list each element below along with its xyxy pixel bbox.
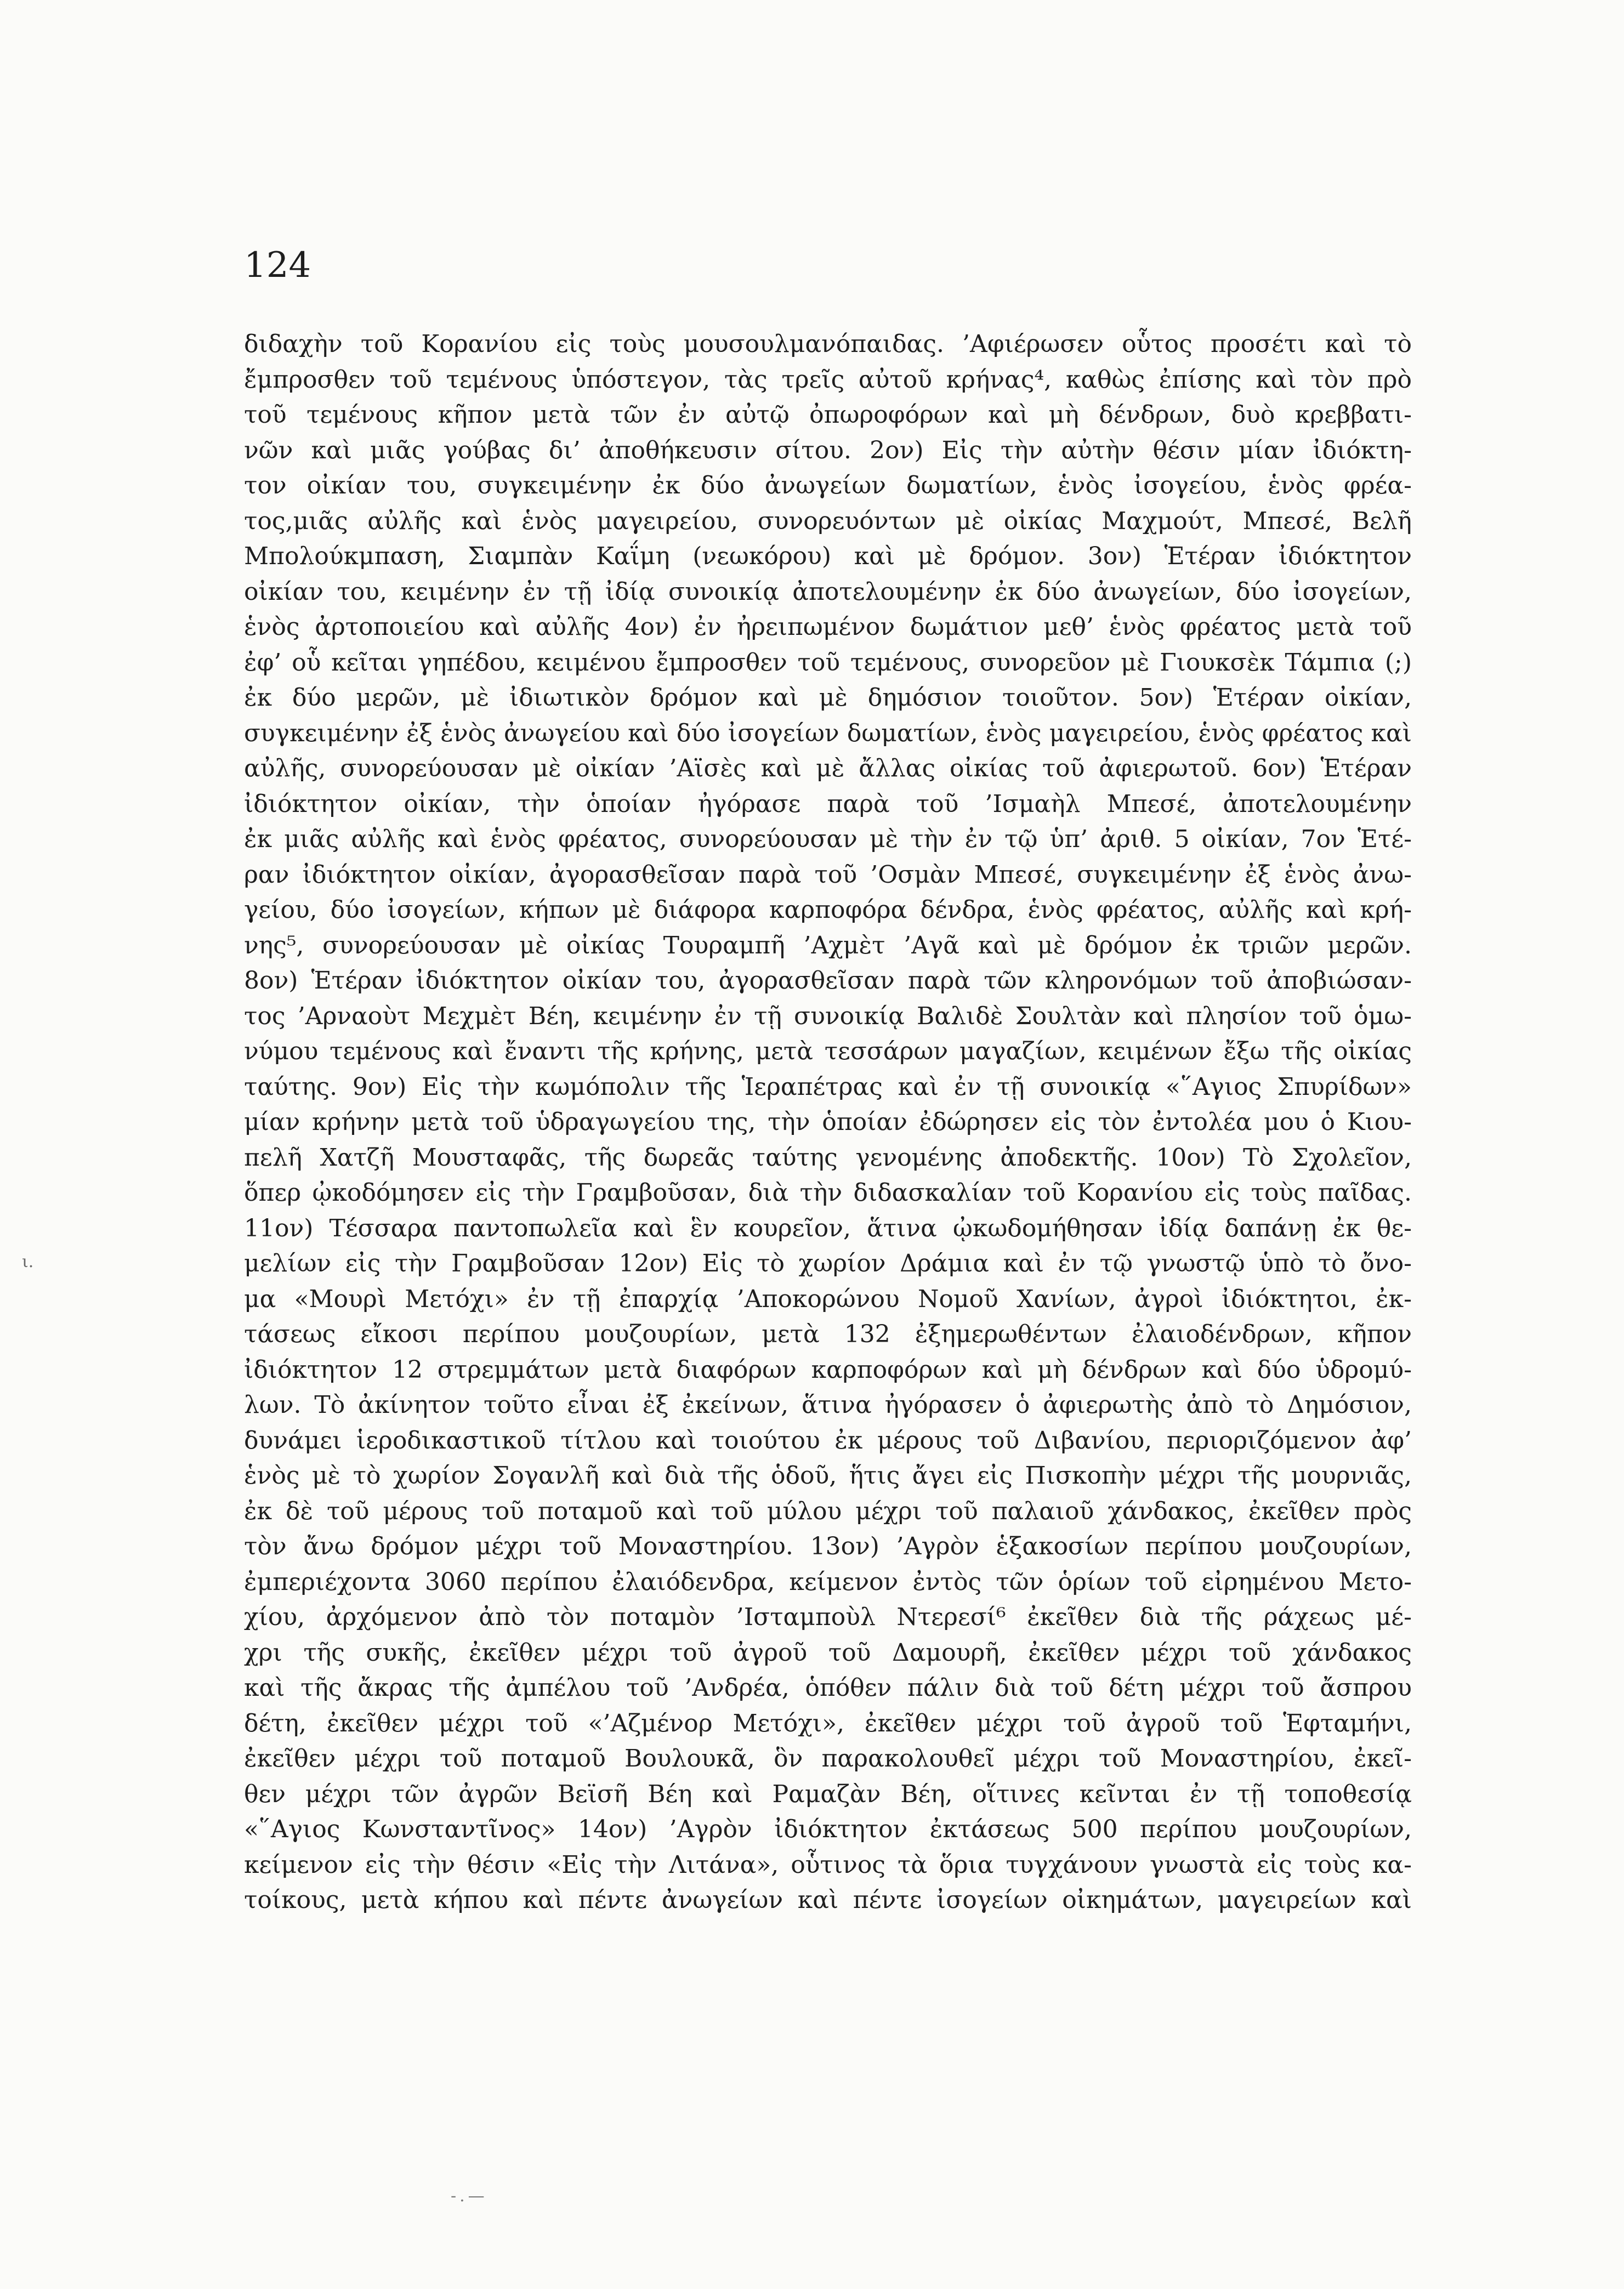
text-line: γείου, δύο ἰσογείων, κήπων μὲ διάφορα καρποφόρα δένδρα, ἑνὸς φρέατος, αὐλῆς καὶ κρή- — [244, 896, 1412, 924]
text-line: ἐκ δύο μερῶν, μὲ ἰδιωτικὸν δρόμον καὶ μὲ δημόσιον τοιοῦτον. 5ον) Ἑτέραν οἰκίαν, — [244, 684, 1412, 712]
text-line: ἐκ δὲ τοῦ μέρους τοῦ ποταμοῦ καὶ τοῦ μύλου μέχρι τοῦ παλαιοῦ χάνδακος, ἐκεῖθεν πρὸς — [244, 1497, 1412, 1525]
text-line: ἐκεῖθεν μέχρι τοῦ ποταμοῦ Βουλουκᾶ, ὃν παρακολουθεῖ μέχρι τοῦ Μοναστηρίου, ἐκεῖ- — [244, 1745, 1412, 1773]
text-line: μα «Μουρὶ Μετόχι» ἐν τῇ ἐπαρχίᾳ ’Αποκορώνου Νομοῦ Χανίων, ἀγροὶ ἰδιόκτητοι, ἐκ- — [244, 1285, 1412, 1313]
text-line: κείμενον εἰς τὴν θέσιν «Εἰς τὴν Λιτάνα», οὗτινος τὰ ὅρια τυγχάνουν γνωστὰ εἰς τοὺς κα- — [244, 1850, 1412, 1879]
text-line: χίου, ἀρχόμενον ἀπὸ τὸν ποταμὸν ’Ισταμποὺλ Ντερεσί⁶ ἐκεῖθεν διὰ τῆς ράχεως μέ- — [244, 1603, 1412, 1631]
text-line: ραν ἰδιόκτητον οἰκίαν, ἀγορασθεῖσαν παρὰ τοῦ ’Οσμὰν Μπεσέ, συγκειμένην ἐξ ἑνὸς ἀνω- — [244, 860, 1412, 889]
text-line: θεν μέχρι τῶν ἀγρῶν Βεϊσῆ Βέη καὶ Ραμαζὰν Βέη, οἵτινες κεῖνται ἐν τῇ τοποθεσίᾳ — [244, 1780, 1412, 1808]
text-line: νύμου τεμένους καὶ ἔναντι τῆς κρήνης, μετὰ τεσσάρων μαγαζίων, κειμένων ἔξω τῆς οἰκίας — [244, 1037, 1412, 1065]
text-line: καὶ τῆς ἄκρας τῆς ἀμπέλου τοῦ ’Ανδρέα, ὁπόθεν πάλιν διὰ τοῦ δέτη μέχρι τοῦ ἄσπρου — [244, 1674, 1412, 1702]
text-line: ἐκ μιᾶς αὐλῆς καὶ ἑνὸς φρέατος, συνορεύουσαν μὲ τὴν ἐν τῷ ὑπ’ ἀριθ. 5 οἰκίαν, 7ον Ἑτέ- — [244, 825, 1412, 853]
text-line: δέτη, ἐκεῖθεν μέχρι τοῦ «’Αζμένορ Μετόχι», ἐκεῖθεν μέχρι τοῦ ἀγροῦ τοῦ Ἑφταμήνι, — [244, 1709, 1412, 1737]
text-line: νης⁵, συνορεύουσαν μὲ οἰκίας Τουραμπῆ ’Αχμὲτ ’Αγᾶ καὶ μὲ δρόμον ἐκ τριῶν μερῶν. — [244, 931, 1412, 959]
text-line: ἐφ’ οὗ κεῖται γηπέδου, κειμένου ἔμπροσθεν τοῦ τεμένους, συνορεῦον μὲ Γιουκσὲκ Τάμπια (;) — [244, 648, 1412, 677]
text-line: νῶν καὶ μιᾶς γούβας δι’ ἀποθήκευσιν σίτου. 2ον) Εἰς τὴν αὐτὴν θέσιν μίαν ἰδιόκτη- — [244, 436, 1412, 464]
text-line: πελῆ Χατζῆ Μουσταφᾶς, τῆς δωρεᾶς ταύτης γενομένης ἀποδεκτῆς. 10ον) Τὸ Σχολεῖον, — [244, 1143, 1412, 1172]
text-line: τοίκους, μετὰ κήπου καὶ πέντε ἀνωγείων καὶ πέντε ἰσογείων οἰκημάτων, μαγειρείων καὶ — [244, 1886, 1412, 1914]
text-line: δυνάμει ἱεροδικαστικοῦ τίτλου καὶ τοιούτου ἐκ μέρους τοῦ Διβανίου, περιοριζόμενον ἀφ’ — [244, 1426, 1412, 1455]
text-line: ἐμπεριέχοντα 3060 περίπου ἐλαιόδενδρα, κείμενον ἐντὸς τῶν ὁρίων τοῦ εἰρημένου Μετο- — [244, 1567, 1412, 1596]
body-text — [244, 327, 1412, 1918]
text-line: διδαχὴν τοῦ Κορανίου εἰς τοὺς μουσουλμανόπαιδας. ’Αφιέρωσεν οὗτος προσέτι καὶ τὸ — [244, 330, 1412, 358]
text-line: μελίων εἰς τὴν Γραμβοῦσαν 12ον) Εἰς τὸ χωρίον Δράμια καὶ ἐν τῷ γνωστῷ ὑπὸ τὸ ὄνο- — [244, 1249, 1412, 1277]
text-line: Μπολούκμπαση, Σιαμπὰν Καΐμη (νεωκόρου) καὶ μὲ δρόμον. 3ον) Ἑτέραν ἰδιόκτητον — [244, 542, 1412, 570]
text-line: 11ον) Τέσσαρα παντοπωλεῖα καὶ ἓν κουρεῖον, ἅτινα ᾠκωδομήθησαν ἰδίᾳ δαπάνῃ ἐκ θε- — [244, 1214, 1412, 1242]
text-line: τον οἰκίαν του, συγκειμένην ἐκ δύο ἀνωγείων δωματίων, ἑνὸς ἰσογείου, ἑνὸς φρέα- — [244, 472, 1412, 499]
text-line: ἑνὸς μὲ τὸ χωρίον Σογανλῆ καὶ διὰ τῆς ὁδοῦ, ἥτις ἄγει εἰς Πισκοπὴν μέχρι τῆς μουρνιᾶς, — [244, 1462, 1412, 1490]
footer-mark: -.— — [451, 2186, 488, 2206]
text-line: μίαν κρήνην μετὰ τοῦ ὑδραγωγείου της, τὴν ὁποίαν ἐδώρησεν εἰς τὸν ἐντολέα μου ὁ Κιου- — [244, 1108, 1412, 1136]
text-line: χρι τῆς συκῆς, ἐκεῖθεν μέχρι τοῦ ἀγροῦ τοῦ Δαμουρῆ, ἐκεῖθεν μέχρι τοῦ χάνδακος — [244, 1638, 1412, 1667]
text-line: ἰδιόκτητον 12 στρεμμάτων μετὰ διαφόρων καρποφόρων καὶ μὴ δένδρων καὶ δύο ὑδρομύ- — [244, 1355, 1412, 1384]
text-line: ὅπερ ᾠκοδόμησεν εἰς τὴν Γραμβοῦσαν, διὰ τὴν διδασκαλίαν τοῦ Κορανίου εἰς τοὺς παῖδας. — [244, 1179, 1412, 1207]
text-line: ἰδιόκτητον οἰκίαν, τὴν ὁποίαν ἠγόρασε παρὰ τοῦ ’Ισμαὴλ Μπεσέ, ἀποτελουμένην — [244, 789, 1412, 818]
text-line: τος ’Αρναοὺτ Μεχμὲτ Βέη, κειμένην ἐν τῇ συνοικίᾳ Βαλιδὲ Σουλτὰν καὶ πλησίον τοῦ ὁμω- — [244, 1002, 1412, 1030]
text-line: τὸν ἄνω δρόμον μέχρι τοῦ Μοναστηρίου. 13ον) ’Αγρὸν ἑξακοσίων περίπου μουζουρίων, — [244, 1532, 1412, 1560]
text-line: ἑνὸς ἀρτοποιείου καὶ αὐλῆς 4ον) ἐν ἠρειπωμένον δωμάτιον μεθ’ ἑνὸς φρέατος μετὰ τοῦ — [244, 613, 1412, 641]
text-line: οἰκίαν του, κειμένην ἐν τῇ ἰδίᾳ συνοικίᾳ ἀποτελουμένην ἐκ δύο ἀνωγείων, δύο ἰσογείων, — [244, 577, 1412, 606]
text-line: τάσεως εἴκοσι περίπου μουζουρίων, μετὰ 132 ἐξημερωθέντων ἐλαιοδένδρων, κῆπον — [244, 1320, 1412, 1348]
text-line: ταύτης. 9ον) Εἰς τὴν κωμόπολιν τῆς Ἱεραπέτρας καὶ ἐν τῇ συνοικίᾳ «῞Αγιος Σπυρίδων» — [244, 1072, 1412, 1101]
text-line: τος,μιᾶς αὐλῆς καὶ ἑνὸς μαγειρείου, συνορευόντων μὲ οἰκίας Μαχμούτ, Μπεσέ, Βελῆ — [244, 507, 1412, 535]
text-line: αὐλῆς, συνορεύουσαν μὲ οἰκίαν ’Αϊσὲς καὶ μὲ ἄλλας οἰκίας τοῦ ἀφιερωτοῦ. 6ον) Ἑτέραν — [244, 754, 1412, 782]
text-line: ἔμπροσθεν τοῦ τεμένους ὑπόστεγον, τὰς τρεῖς αὐτοῦ κρήνας⁴, καθὼς ἐπίσης καὶ τὸν πρὸ — [244, 365, 1412, 394]
margin-mark: ι. — [22, 1252, 34, 1271]
text-line: «῞Αγιος Κωνσταντῖνος» 14ον) ’Αγρὸν ἰδιόκτητον ἐκτάσεως 500 περίπου μουζουρίων, — [244, 1815, 1412, 1843]
text-line: 8ον) Ἑτέραν ἰδιόκτητον οἰκίαν του, ἀγορασθεῖσαν παρὰ τῶν κληρονόμων τοῦ ἀποβιώσαν- — [244, 967, 1412, 995]
text-line: συγκειμένην ἐξ ἑνὸς ἀνωγείου καὶ δύο ἰσογείων δωματίων, ἑνὸς μαγειρείου, ἑνὸς φρέατος καὶ — [244, 719, 1412, 747]
page-number: 124 — [244, 245, 311, 286]
text-line: τοῦ τεμένους κῆπον μετὰ τῶν ἐν αὐτῷ ὀπωροφόρων καὶ μὴ δένδρων, δυὸ κρεββατι- — [244, 401, 1412, 429]
text-line: λων. Τὸ ἀκίνητον τοῦτο εἶναι ἐξ ἐκείνων, ἅτινα ἠγόρασεν ὁ ἀφιερωτὴς ἀπὸ τὸ Δημόσιον, — [244, 1391, 1412, 1419]
